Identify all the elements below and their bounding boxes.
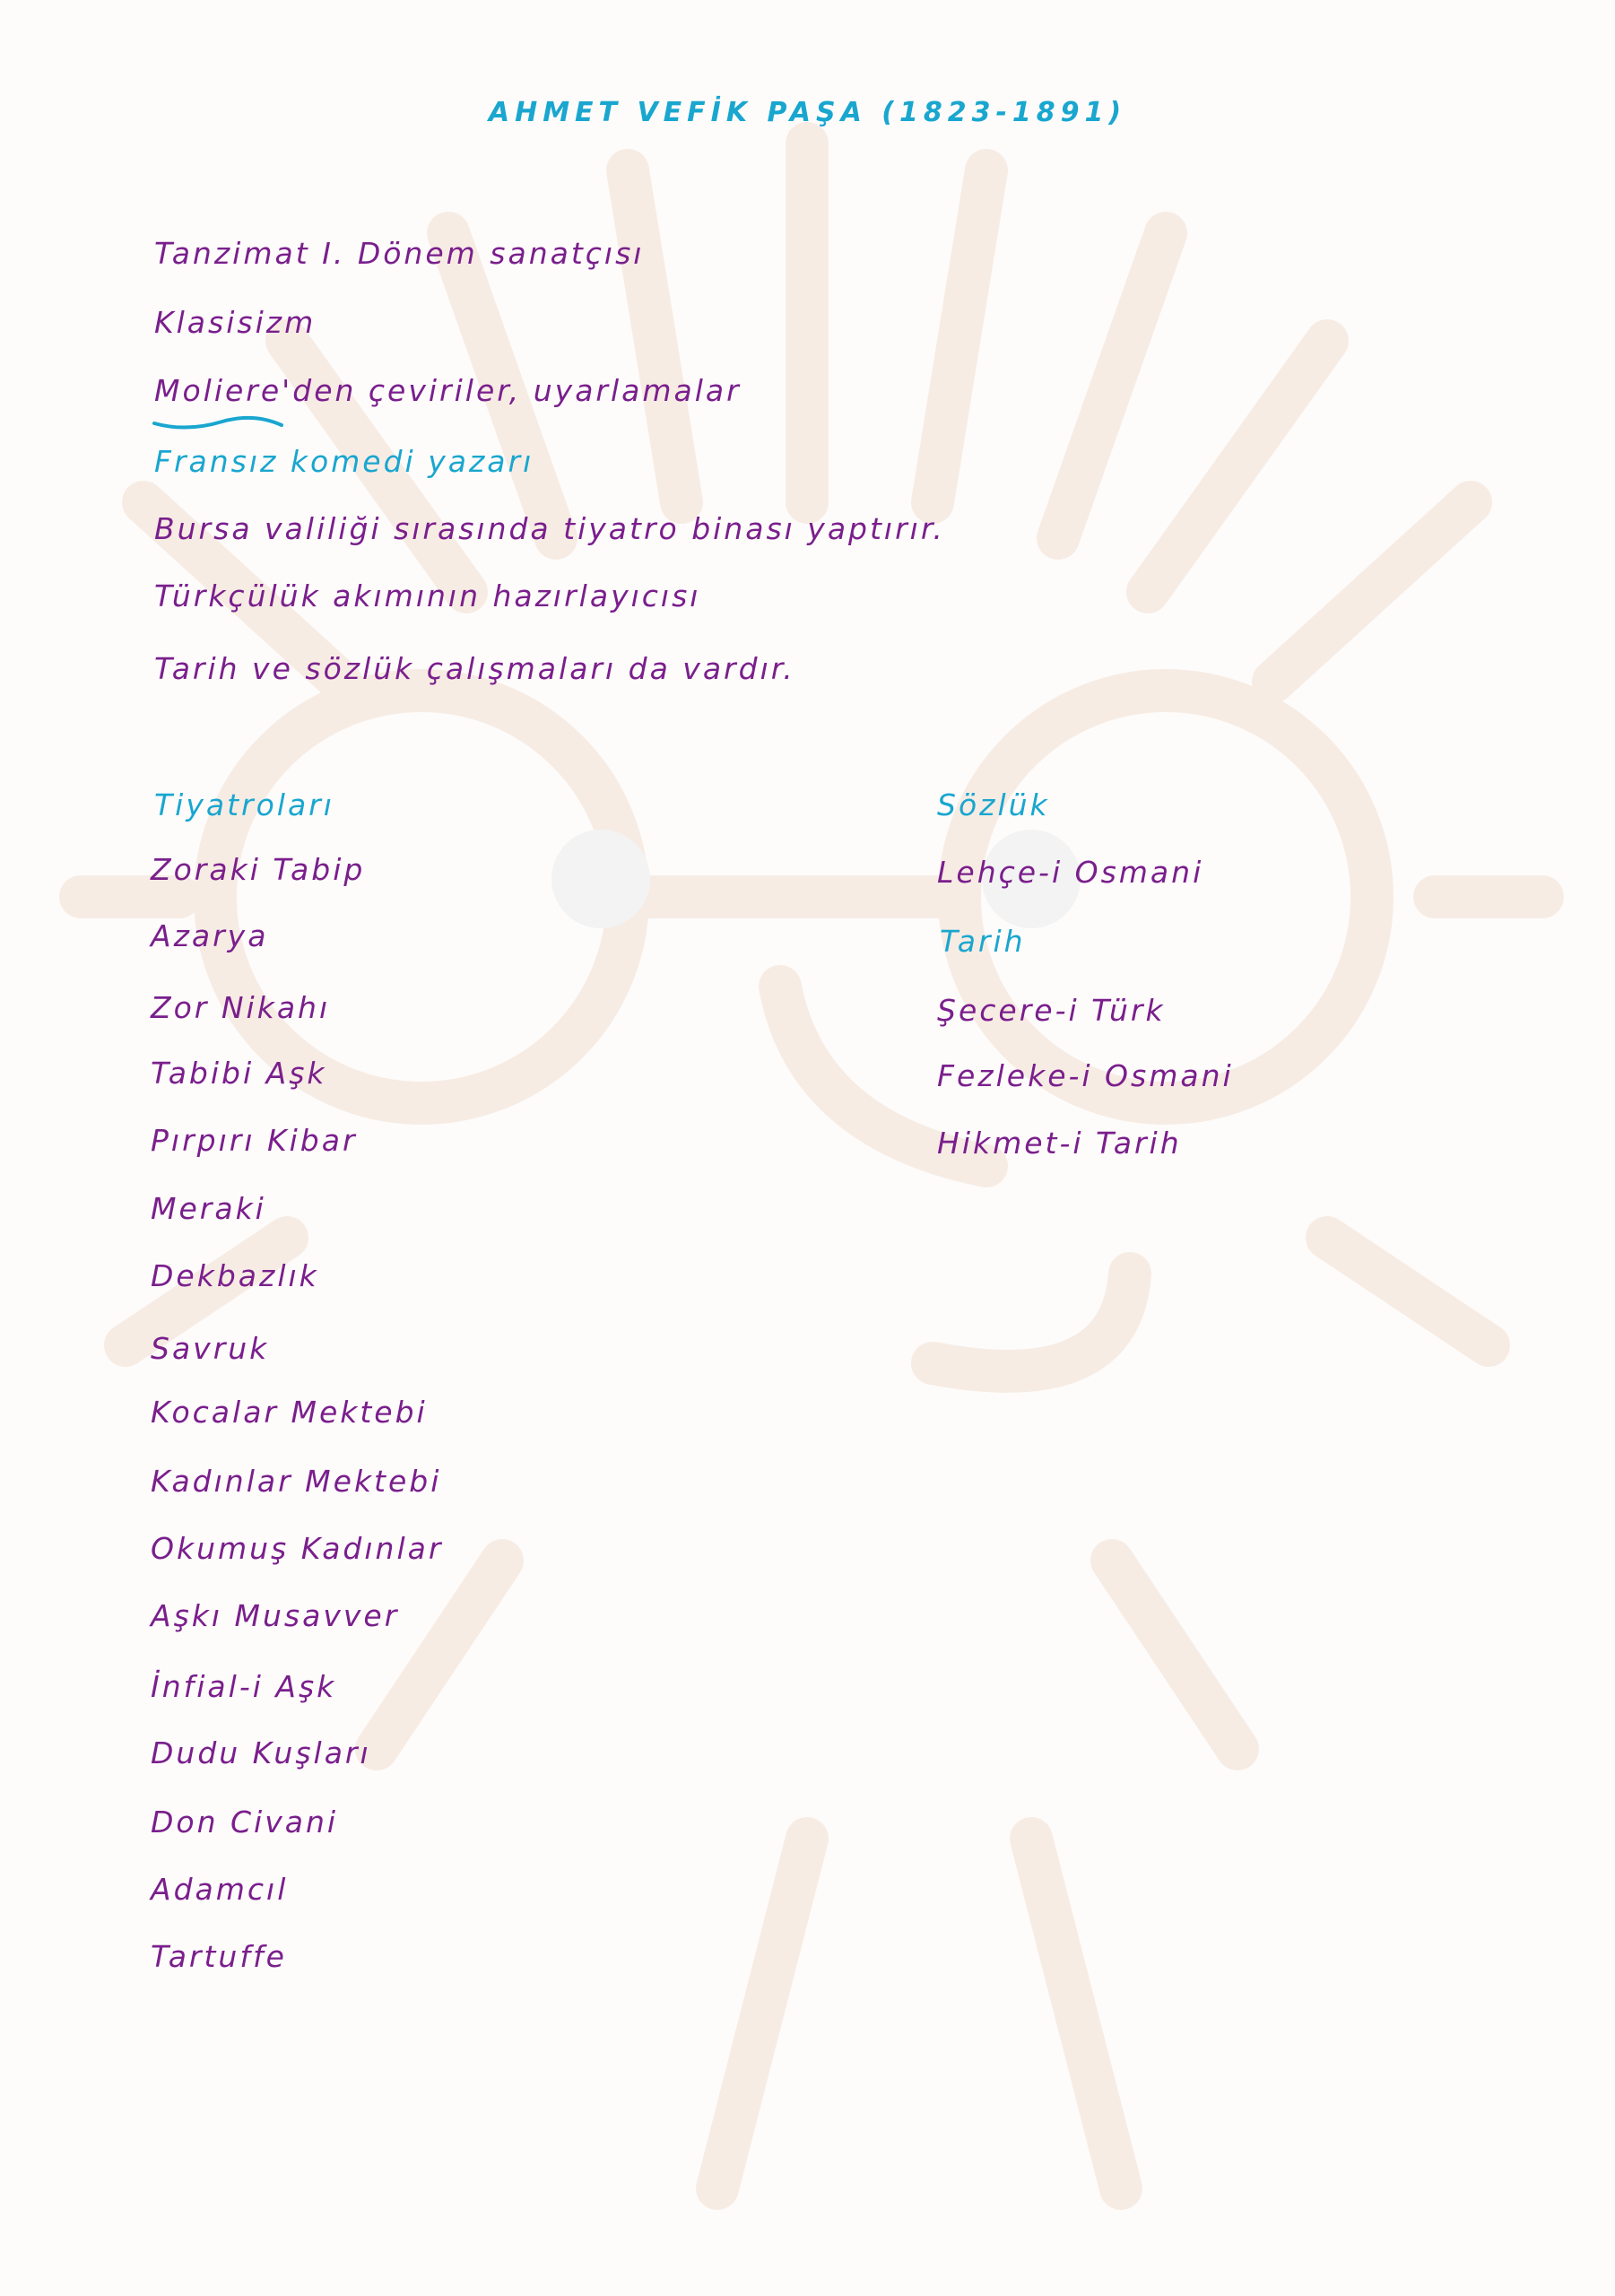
intro-line-comedy: Fransız komedi yazarı: [154, 444, 534, 479]
dictionary-item: Lehçe-i Osmani: [937, 855, 1204, 890]
play-item: Kocalar Mektebi: [151, 1395, 428, 1430]
history-item: Şecere-i Türk: [937, 993, 1166, 1028]
moliere-underline: [151, 409, 285, 432]
play-item: Don Civani: [151, 1805, 339, 1839]
intro-line-period: Tanzimat I. Dönem sanatçısı: [154, 236, 645, 271]
play-item: Adamcıl: [151, 1872, 289, 1907]
history-heading: Tarih: [940, 924, 1026, 959]
play-item: Aşkı Musavver: [151, 1598, 400, 1633]
intro-line-translations: [154, 373, 742, 408]
play-item: Zor Nikahı: [151, 990, 331, 1025]
translations-rest: 'den çeviriler, uyarlamalar: [282, 373, 742, 408]
intro-line-theatre: Bursa valiliği sırasında tiyatro binası yaptırır.: [154, 511, 945, 546]
play-item: Tabibi Aşk: [151, 1056, 327, 1091]
intro-line-turkism: Türkçülük akımının hazırlayıcısı: [154, 578, 701, 613]
moliere-name: Moliere: [154, 373, 282, 408]
play-item: Meraki: [151, 1191, 266, 1226]
plays-heading: Tiyatroları: [154, 787, 334, 822]
intro-line-works: Tarih ve sözlük çalışmaları da vardır.: [154, 651, 795, 686]
play-item: Zoraki Tabip: [151, 852, 366, 887]
play-item: Savruk: [151, 1331, 270, 1366]
play-item: İnfial-i Aşk: [151, 1669, 337, 1704]
play-item: Pırpırı Kibar: [151, 1123, 358, 1158]
intro-line-movement: Klasisizm: [154, 305, 317, 340]
play-item: Azarya: [151, 918, 269, 953]
play-item: Tartuffe: [151, 1939, 287, 1974]
history-item: Fezleke-i Osmani: [937, 1058, 1234, 1093]
dictionary-heading: Sözlük: [937, 787, 1050, 822]
play-item: Dudu Kuşları: [151, 1735, 371, 1770]
play-item: Kadınlar Mektebi: [151, 1464, 442, 1499]
page-title: AHMET VEFİK PAŞA (1823-1891): [488, 97, 1127, 128]
history-item: Hikmet-i Tarih: [937, 1126, 1182, 1161]
play-item: Dekbazlık: [151, 1258, 319, 1293]
play-item: Okumuş Kadınlar: [151, 1531, 444, 1566]
